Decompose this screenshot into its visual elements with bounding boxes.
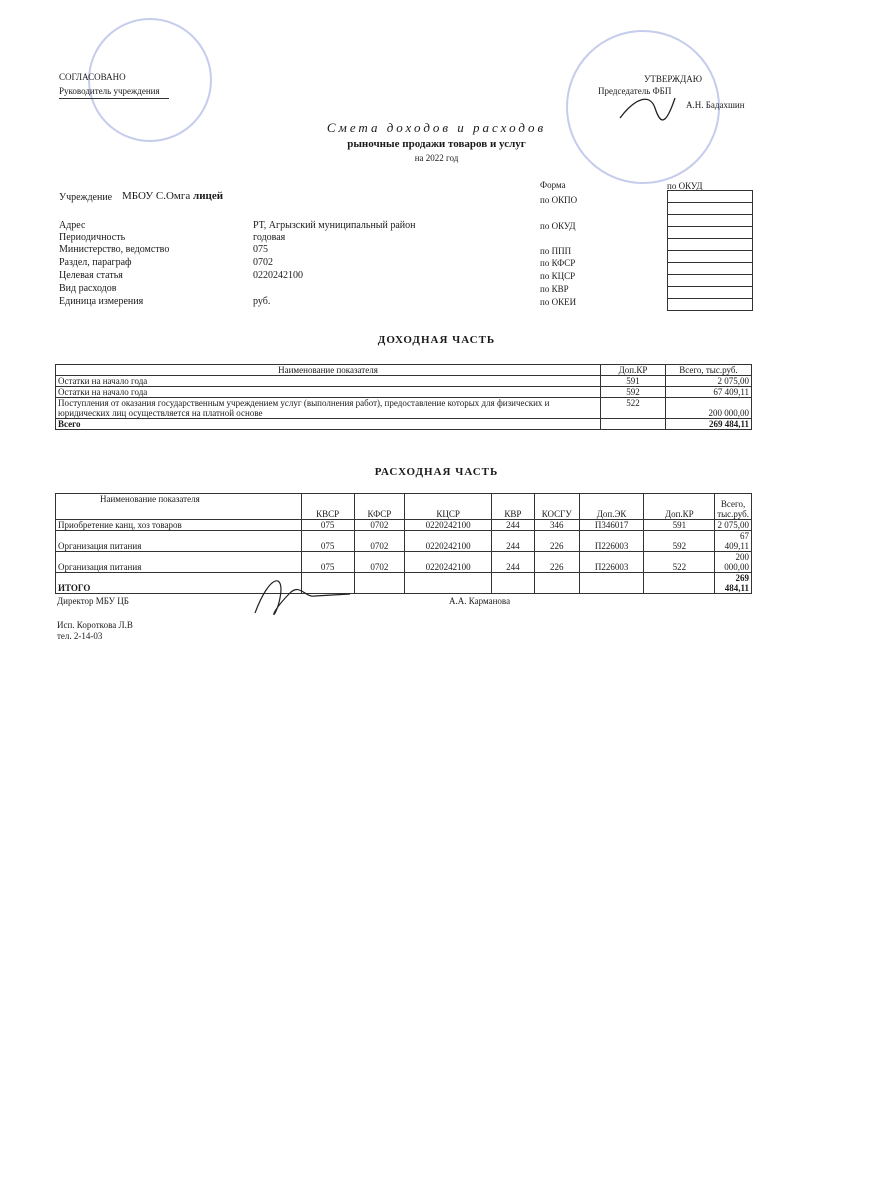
code-okud-top: по ОКУД <box>667 181 703 191</box>
expense-cell: 0220242100 <box>405 552 492 573</box>
approval-right-title: УТВЕРЖДАЮ <box>644 74 703 84</box>
expense-header-dop-ek: Доп.ЭК <box>579 494 644 520</box>
expense-cell: 592 <box>644 531 715 552</box>
expense-cell: П226003 <box>579 531 644 552</box>
org-row-label: Адрес <box>59 220 86 231</box>
expense-header-name: Наименование показателя <box>56 494 302 520</box>
executor-phone: тел. 2-14-03 <box>57 631 103 641</box>
director-label: Директор МБУ ЦБ <box>57 596 129 606</box>
code-forma: Форма <box>540 180 566 190</box>
income-header-row <box>56 365 752 376</box>
document-subtitle: рыночные продажи товаров и услуг <box>347 138 526 150</box>
income-row-name: Остатки на начало года <box>56 376 601 387</box>
expense-total-label: ИТОГО <box>56 573 302 594</box>
approval-left-role: Руководитель учреждения <box>59 86 160 96</box>
expense-cell: 226 <box>534 552 579 573</box>
expense-header-kfsr: КФСР <box>354 494 405 520</box>
expense-cell: 0220242100 <box>405 520 492 531</box>
org-name-bold: лицей <box>193 190 224 202</box>
org-row-value: 0220242100 <box>253 270 303 281</box>
income-row-kr: 592 <box>601 387 666 398</box>
code-box <box>667 190 753 311</box>
expense-cell: 200 000,00 <box>715 552 752 573</box>
expense-header-kvr: КВР <box>491 494 534 520</box>
income-total-value: 269 484,11 <box>666 419 752 430</box>
expense-cell: 67 409,11 <box>715 531 752 552</box>
expense-header-row <box>56 494 752 520</box>
expense-cell: 0220242100 <box>405 531 492 552</box>
income-table <box>55 364 752 430</box>
expense-cell: 0702 <box>354 531 405 552</box>
expense-cell: 244 <box>491 520 534 531</box>
expense-row <box>56 531 752 552</box>
income-row <box>56 387 752 398</box>
code-kvr: по КВР <box>540 284 569 294</box>
expense-header-kcsr: КЦСР <box>405 494 492 520</box>
income-total-row <box>56 419 752 430</box>
director-name: А.А. Карманова <box>449 596 511 606</box>
code-kfsr: по КФСР <box>540 258 576 268</box>
income-row-name: Остатки на начало года <box>56 387 601 398</box>
expense-total-row <box>56 573 752 594</box>
income-row-total: 200 000,00 <box>666 398 752 419</box>
code-ppp: по ППП <box>540 246 572 256</box>
code-okei: по ОКЕИ <box>540 297 577 307</box>
expense-table <box>55 493 752 594</box>
expense-cell: 075 <box>301 531 354 552</box>
expense-cell: 075 <box>301 552 354 573</box>
income-header-kr: Доп.КР <box>601 365 666 376</box>
org-label: Учреждение <box>59 192 113 203</box>
org-row-label: Целевая статья <box>59 270 123 281</box>
org-row-label: Министерство, ведомство <box>59 244 170 255</box>
expense-title: РАСХОДНАЯ ЧАСТЬ <box>374 466 499 478</box>
expense-cell: 0702 <box>354 552 405 573</box>
income-header-total: Всего, тыс.руб. <box>666 365 752 376</box>
approval-left-line <box>59 98 169 99</box>
org-row-label: Вид расходов <box>59 283 117 294</box>
org-row-value: РТ, Агрызский муниципальный район <box>253 220 416 231</box>
expense-cell: 591 <box>644 520 715 531</box>
code-okpo: по ОКПО <box>540 195 578 205</box>
income-title: ДОХОДНАЯ ЧАСТЬ <box>377 334 496 346</box>
expense-cell: 2 075,00 <box>715 520 752 531</box>
expense-header-dop-kr: Доп.КР <box>644 494 715 520</box>
org-name <box>122 190 223 202</box>
org-row-value: годовая <box>253 232 286 243</box>
expense-cell: П346017 <box>579 520 644 531</box>
expense-header-total: Всего, тыс.руб. <box>715 494 752 520</box>
approval-right-name: А.Н. Бадахшин <box>686 100 745 110</box>
document-year: на 2022 год <box>414 153 459 163</box>
expense-row <box>56 552 752 573</box>
expense-cell: 244 <box>491 552 534 573</box>
income-row-kr: 522 <box>601 398 666 419</box>
expense-cell: 244 <box>491 531 534 552</box>
executor: Исп. Короткова Л.В <box>57 620 133 630</box>
code-kcsr: по КЦСР <box>540 271 576 281</box>
expense-row <box>56 520 752 531</box>
income-row-kr: 591 <box>601 376 666 387</box>
org-row-label: Периодичность <box>59 232 126 243</box>
income-row <box>56 398 752 419</box>
expense-header-kosgu: КОСГУ <box>534 494 579 520</box>
approval-right-role: Председатель ФБП <box>598 86 672 96</box>
expense-cell: 075 <box>301 520 354 531</box>
code-okud: по ОКУД <box>540 221 576 231</box>
income-row-name: Поступления от оказания государственным учреждением услуг (выполнения работ), предоставление которых для физических и юридических лиц осуществляется на платной основе <box>56 398 601 419</box>
income-total-label: Всего <box>56 419 601 430</box>
org-row-label: Раздел, параграф <box>59 257 132 268</box>
expense-total-value: 269 484,11 <box>715 573 752 594</box>
org-row-value: руб. <box>253 296 271 307</box>
income-header-name: Наименование показателя <box>56 365 601 376</box>
expense-cell: Организация питания <box>56 552 302 573</box>
org-row-value: 075 <box>253 244 268 255</box>
director-signature <box>245 568 355 623</box>
org-row-label: Единица измерения <box>59 296 144 307</box>
expense-cell: Организация питания <box>56 531 302 552</box>
expense-cell: Приобретение канц, хоз товаров <box>56 520 302 531</box>
document-title: Смета доходов и расходов <box>326 120 547 135</box>
expense-cell: П226003 <box>579 552 644 573</box>
org-name-plain: МБОУ С.Омга <box>122 190 194 202</box>
org-row-value: 0702 <box>253 257 273 268</box>
expense-cell: 346 <box>534 520 579 531</box>
expense-cell: 522 <box>644 552 715 573</box>
expense-cell: 226 <box>534 531 579 552</box>
expense-header-kvsr: КВСР <box>301 494 354 520</box>
income-row <box>56 376 752 387</box>
income-row-total: 67 409,11 <box>666 387 752 398</box>
expense-cell: 0702 <box>354 520 405 531</box>
income-row-total: 2 075,00 <box>666 376 752 387</box>
approval-left-title: СОГЛАСОВАНО <box>59 72 126 82</box>
